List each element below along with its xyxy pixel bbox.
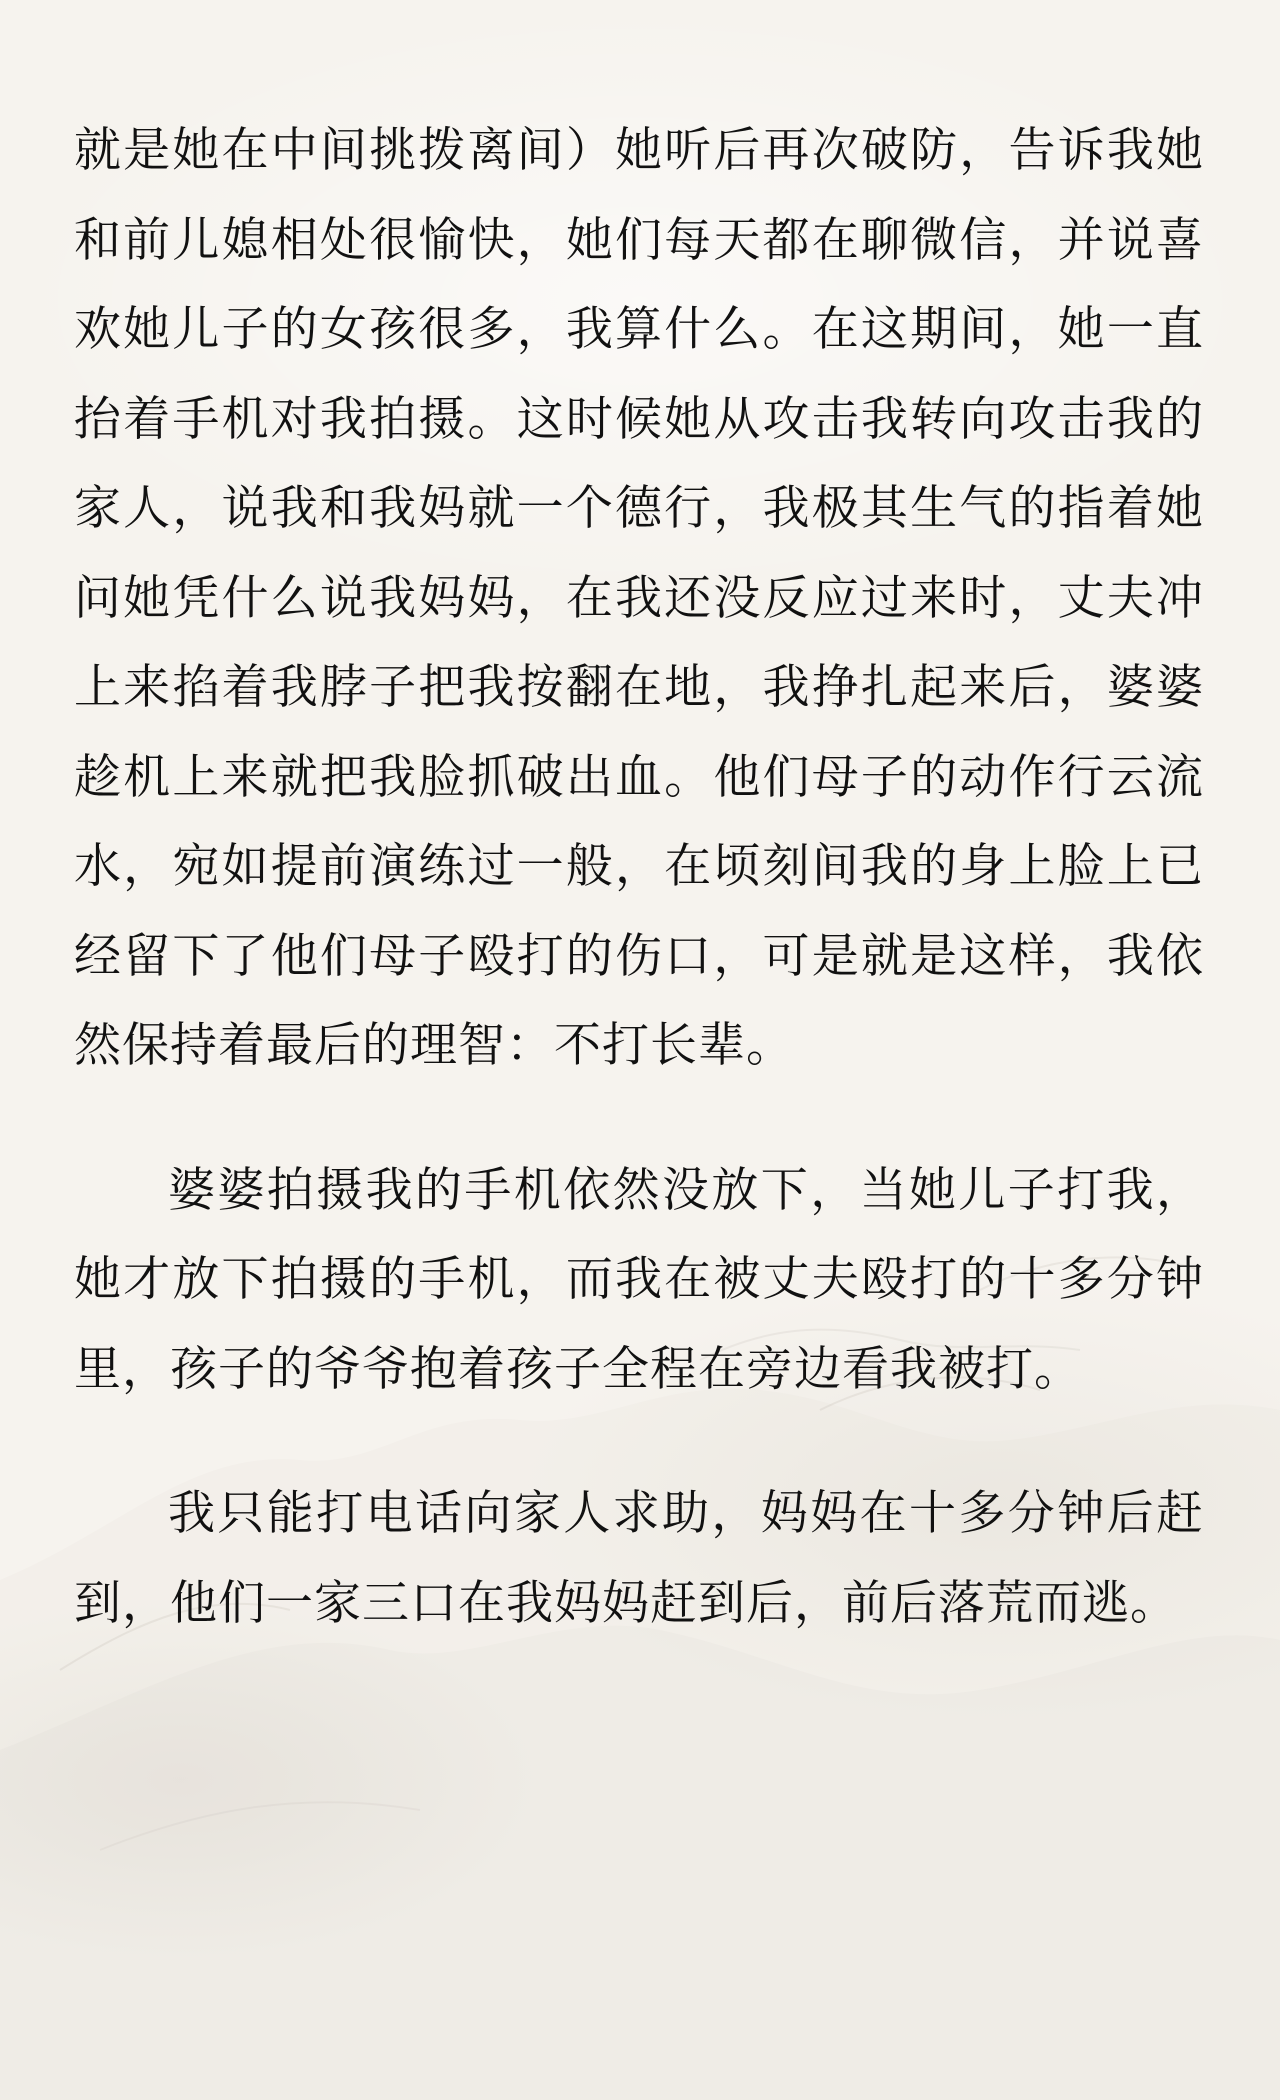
paragraph-gap <box>74 1414 1204 1469</box>
article-body <box>74 106 1204 1648</box>
paragraph-2: 婆婆拍摄我的手机依然没放下，当她儿子打我，她才放下拍摄的手机，而我在被丈夫殴打的十多分钟里，孩子的爷爷抱着孩子全程在旁边看我被打。 <box>74 1162 1204 1397</box>
paragraph-3: 我只能打电话向家人求助，妈妈在十多分钟后赶到，他们一家三口在我妈妈赶到后，前后落荒而逃。 <box>74 1486 1204 1631</box>
paragraph-gap <box>74 1091 1204 1146</box>
paragraph-1: 就是她在中间挑拨离间）她听后再次破防，告诉我她和前儿媳相处很愉快，她们每天都在聊微信，并说喜欢她儿子的女孩很多，我算什么。在这期间，她一直抬着手机对我拍摄。这时候她从攻击我转向攻击我的家人，说我和我妈就一个德行，我极其生气的指着她问她凭什么说我妈妈，在我还没反应过来时，丈夫冲上来掐着我脖子把我按翻在地，我挣扎起来后，婆婆趁机上来就把我脸抓破出血。他们母子的动作行云流水，宛如提前演练过一般，在顷刻间我的身上脸上已经留下了他们母子殴打的伤口，可是就是这样，我依然保持着最后的理智：不打长辈。 <box>74 123 1204 1073</box>
